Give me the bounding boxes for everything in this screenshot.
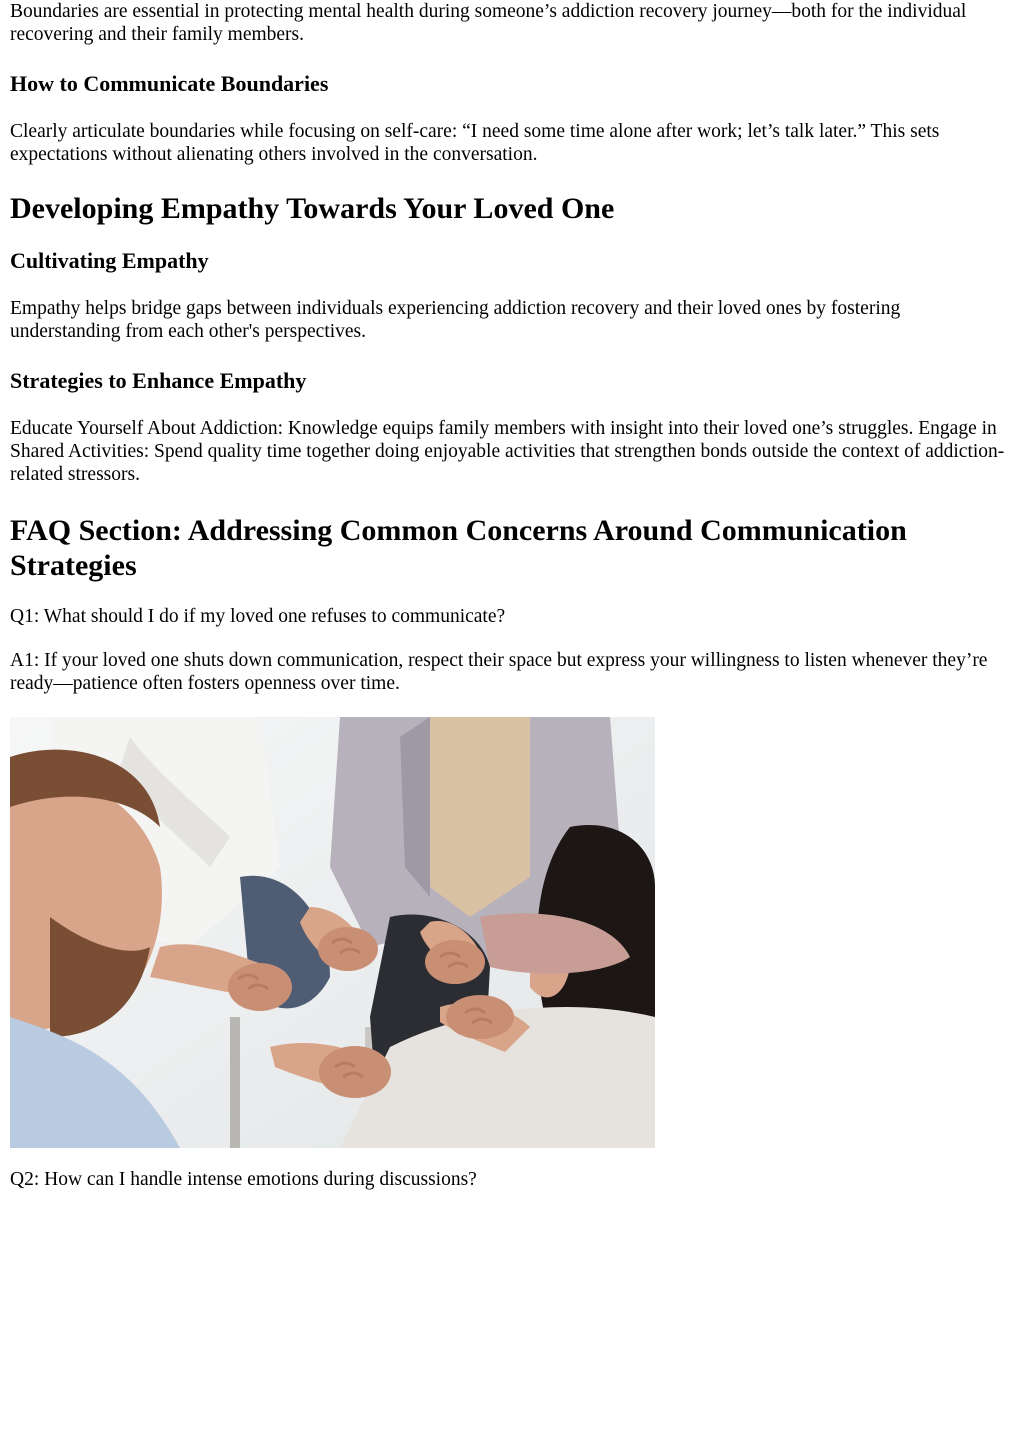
strategies-heading: Strategies to Enhance Empathy — [10, 368, 307, 393]
clasped-hands-left — [228, 963, 292, 1011]
boundaries-heading: How to Communicate Boundaries — [10, 71, 329, 96]
clasped-hands-lower-right — [446, 995, 514, 1039]
support-group-photo — [10, 717, 655, 1148]
faq-question-2: Q2: How can I handle intense emotions during discussions? — [10, 1169, 477, 1190]
boundaries-paragraph: Clearly articulate boundaries while focusing on self-care: “I need some time alone after work; let’s talk later.” This sets expectations without alienating others involved in the conversation. — [10, 121, 940, 165]
support-group-holding-hands-photo-icon — [10, 717, 655, 1148]
faq-answer-1: A1: If your loved one shuts down communication, respect their space but express your willingness to listen whenever they’re ready—patience often fosters openness over time. — [10, 650, 988, 694]
faq-question-1: Q1: What should I do if my loved one refuses to communicate? — [10, 606, 506, 627]
cultivating-paragraph: Empathy helps bridge gaps between individuals experiencing addiction recovery and their loved ones by fostering understanding from each other's perspectives. — [10, 298, 901, 342]
cultivating-heading: Cultivating Empathy — [10, 248, 209, 273]
article — [10, 0, 1010, 1191]
strategies-paragraph: Educate Yourself About Addiction: Knowledge equips family members with insight into their loved one’s struggles. Engage in Shared Activities: Spend quality time together doing enjoyable activities that strengthen bonds outside the context of addiction-related stressors. — [10, 418, 1005, 485]
chair-leg — [230, 1017, 240, 1148]
intro-paragraph: Boundaries are essential in protecting mental health during someone’s addiction recovery journey—both for the individual recovering and their family members. — [10, 1, 967, 45]
empathy-heading: Developing Empathy Towards Your Loved One — [10, 192, 615, 225]
faq-heading: FAQ Section: Addressing Common Concerns Around Communication Strategies — [10, 514, 907, 582]
beige-top — [430, 717, 530, 917]
